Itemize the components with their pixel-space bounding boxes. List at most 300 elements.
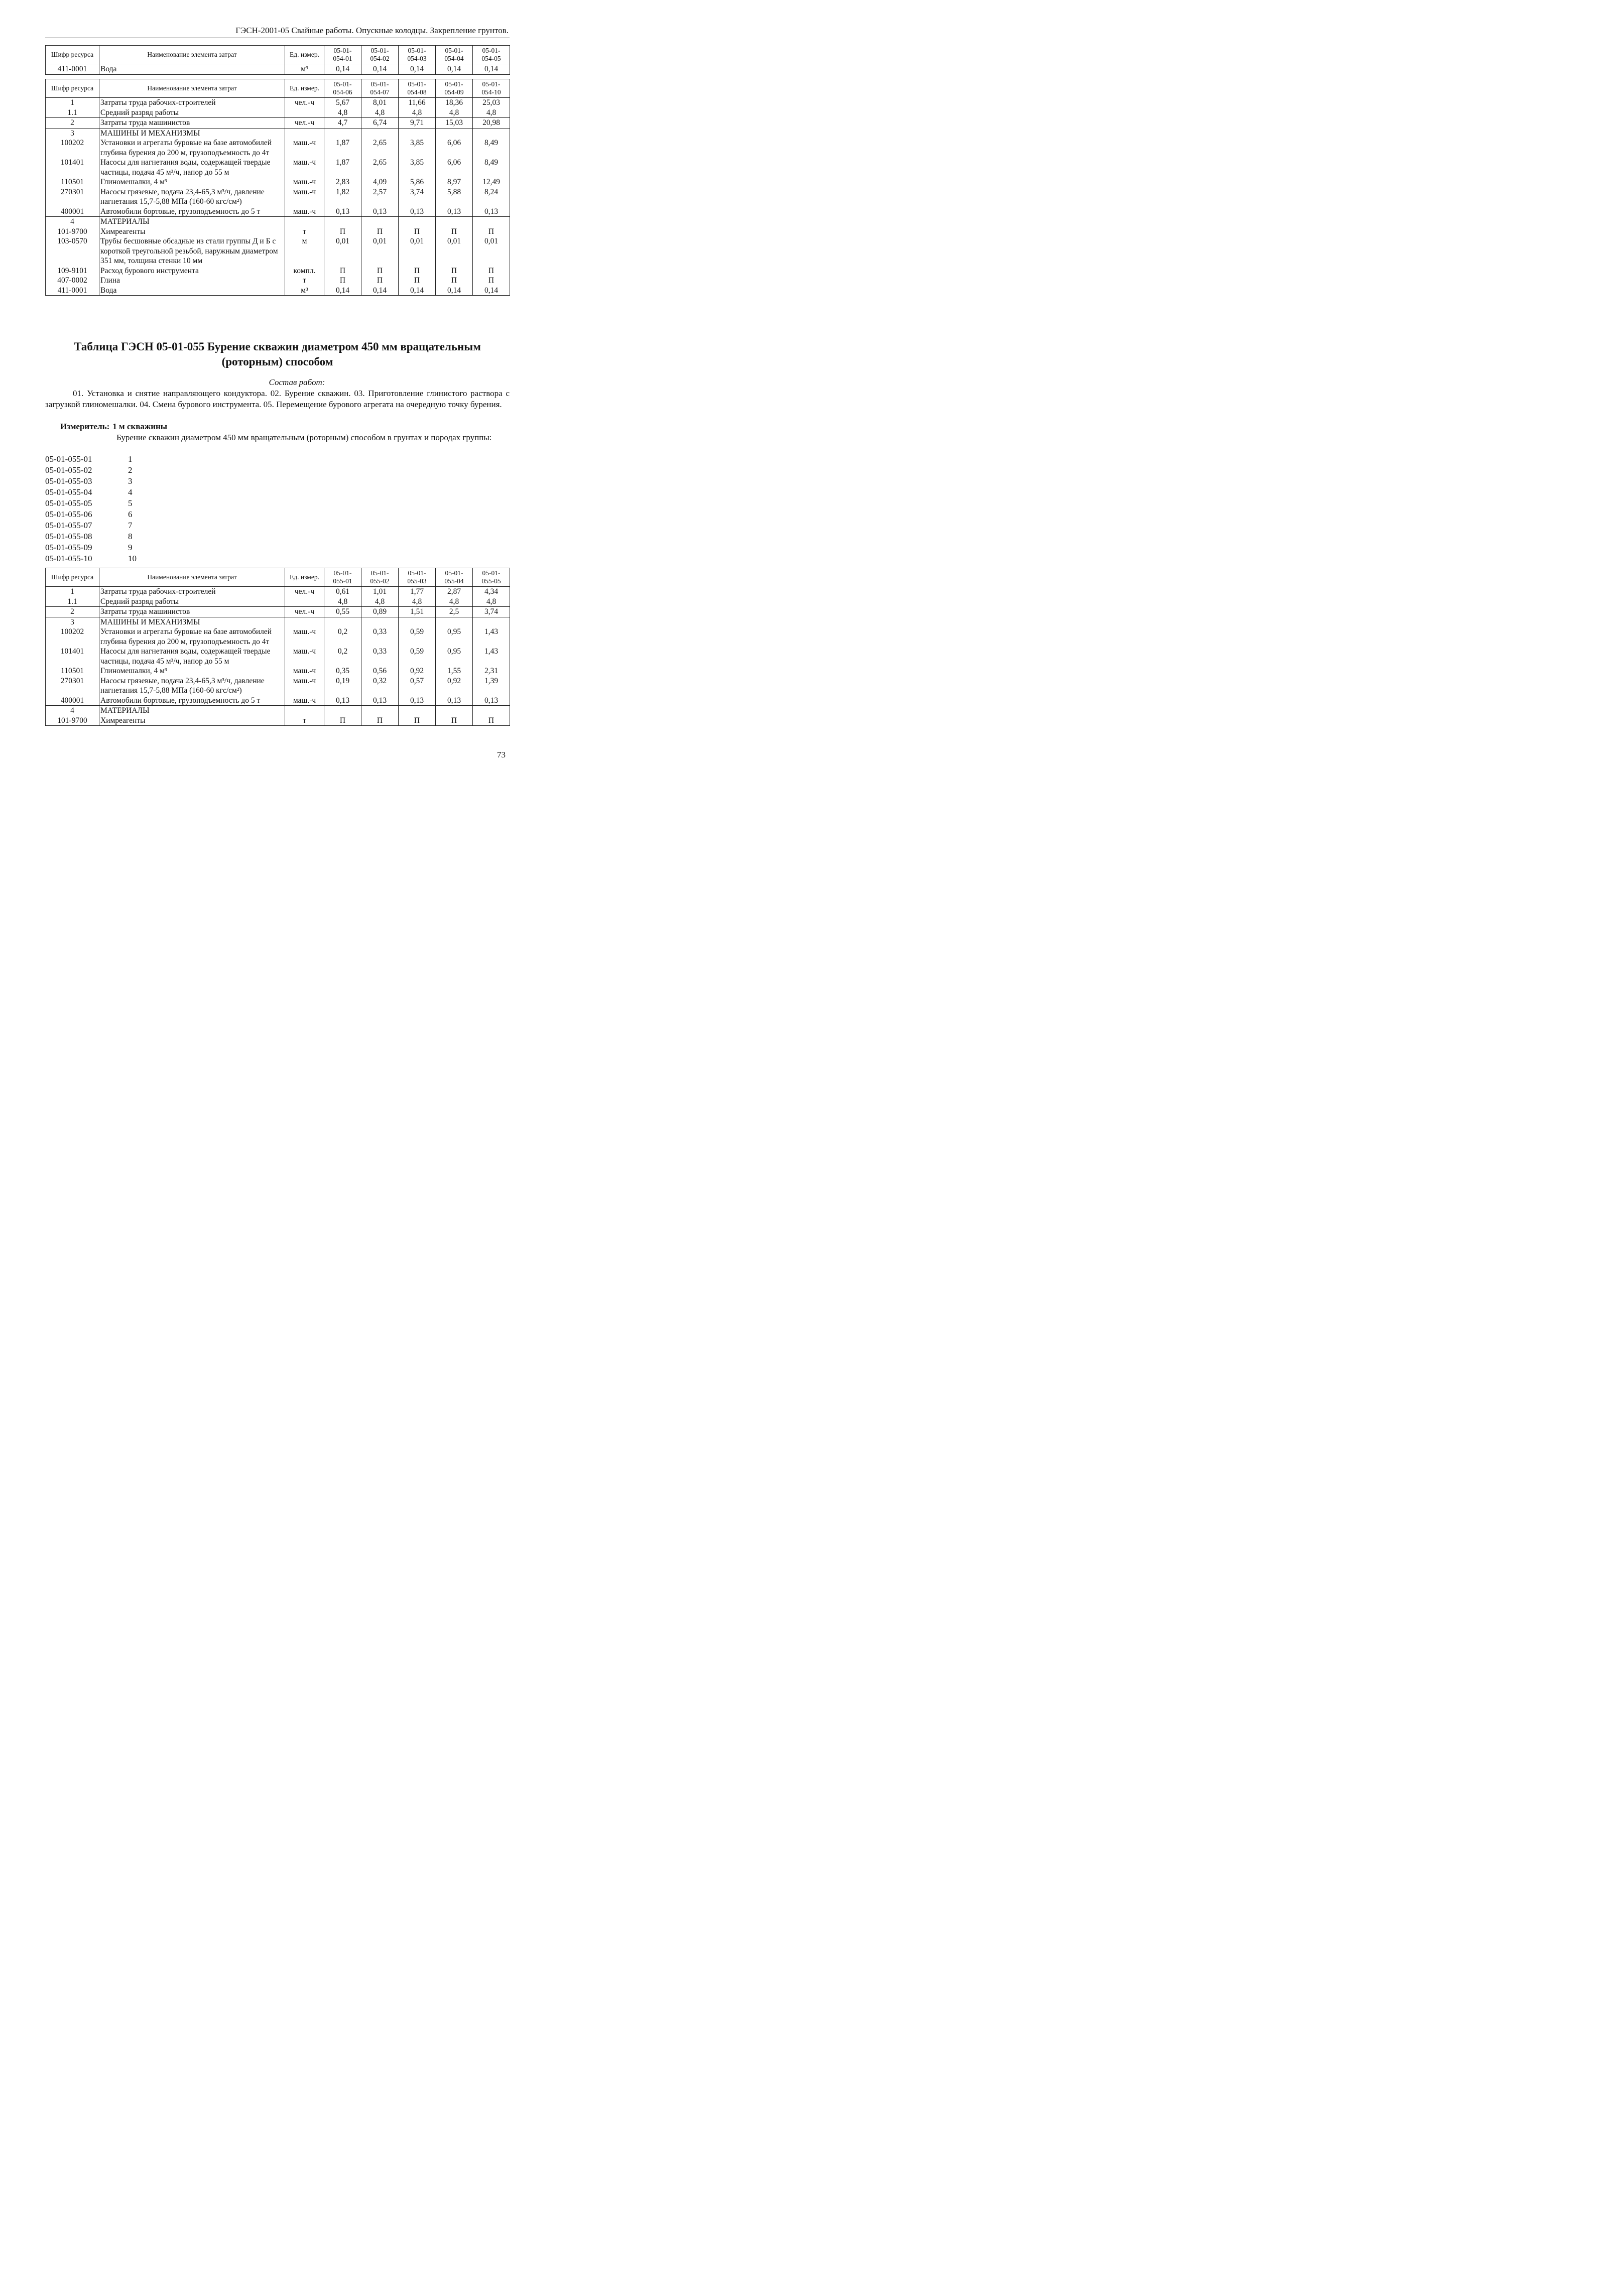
value-cell: 0,14	[324, 286, 361, 296]
value-cell: 20,98	[473, 118, 510, 129]
unit-cell	[285, 597, 324, 607]
value-cell: 5,86	[399, 177, 436, 187]
value-cell	[361, 128, 399, 138]
cost-item-name: Автомобили бортовые, грузоподъемность до 5 т	[99, 207, 285, 217]
cost-item-name: Затраты труда рабочих-строителей	[99, 98, 285, 108]
cost-item-name: Средний разряд работы	[99, 108, 285, 118]
value-cell: 0,14	[324, 64, 361, 75]
unit-cell	[285, 128, 324, 138]
soil-group: 8	[128, 532, 133, 541]
table-row	[46, 158, 510, 177]
value-cell	[436, 128, 473, 138]
code-list-item	[45, 465, 137, 476]
value-cell	[324, 706, 361, 716]
value-cell: П	[361, 276, 399, 286]
cost-item-name: Вода	[99, 286, 285, 296]
column-header: 05-01- 054-06	[324, 79, 361, 98]
column-header: 05-01- 054-02	[361, 46, 399, 64]
value-cell: 0,2	[324, 647, 361, 666]
resource-code: 2	[46, 118, 99, 129]
value-cell: 2,65	[361, 158, 399, 177]
soil-group: 1	[128, 454, 133, 464]
soil-group: 6	[128, 509, 133, 519]
value-cell: 0,13	[361, 207, 399, 217]
norm-code: 05-01-055-04	[45, 487, 92, 497]
table-row	[46, 177, 510, 187]
cost-item-name: Расход бурового инструмента	[99, 266, 285, 276]
value-cell: П	[361, 227, 399, 237]
cost-item-name: Трубы бесшовные обсадные из стали группы Д и Б с короткой треугольной резьбой, наружным диаметром 351 мм, толщина стенки 10 мм	[99, 236, 285, 266]
code-list-item	[45, 487, 137, 498]
composition-text: 01. Установка и снятие направляющего кондуктора. 02. Бурение скважин. 03. Приготовление глинистого раствора с загрузкой глиномешалки. 04. Смена бурового инструмента. 05. Перемещение бурового агрегата на очередную точку бурения.	[45, 389, 510, 409]
value-cell: 0,59	[399, 627, 436, 647]
meter-label: Измеритель:	[60, 422, 110, 431]
unit-cell: м³	[285, 64, 324, 75]
value-cell: П	[473, 276, 510, 286]
value-cell: 0,95	[436, 627, 473, 647]
norm-code: 05-01-055-07	[45, 521, 92, 530]
value-cell	[324, 128, 361, 138]
value-cell	[361, 217, 399, 227]
resource-code: 2	[46, 607, 99, 617]
cost-item-name: Насосы для нагнетания воды, содержащей твердые частицы, подача 45 м³/ч, напор до 55 м	[99, 158, 285, 177]
unit-cell: маш.-ч	[285, 187, 324, 207]
value-cell: 4,09	[361, 177, 399, 187]
value-cell: П	[324, 266, 361, 276]
work-description: Бурение скважин диаметром 450 мм вращательным (роторным) способом в грунтах и породах группы:	[116, 433, 492, 442]
value-cell: 1,55	[436, 666, 473, 676]
norm-code: 05-01-055-06	[45, 509, 92, 519]
cost-item-name: Химреагенты	[99, 716, 285, 726]
value-cell	[399, 217, 436, 227]
meter-value: 1 м скважины	[112, 422, 168, 431]
value-cell: 4,8	[324, 597, 361, 607]
unit-cell	[285, 217, 324, 227]
cost-item-name: Затраты труда машинистов	[99, 607, 285, 617]
column-header: 05-01- 054-09	[436, 79, 473, 98]
value-cell	[361, 617, 399, 627]
soil-group: 10	[128, 554, 137, 563]
value-cell: 1,87	[324, 158, 361, 177]
value-cell: 9,71	[399, 118, 436, 129]
column-header: Ед. измер.	[285, 79, 324, 98]
value-cell: 2,57	[361, 187, 399, 207]
value-cell: 0,14	[436, 64, 473, 75]
resource-table-054-06-10	[45, 79, 510, 296]
code-list-item	[45, 476, 137, 487]
table-row	[46, 607, 510, 617]
value-cell: 0,19	[324, 676, 361, 696]
value-cell: 0,13	[324, 207, 361, 217]
unit-cell: маш.-ч	[285, 177, 324, 187]
section-heading: МАШИНЫ И МЕХАНИЗМЫ	[99, 128, 285, 138]
table-row	[46, 128, 510, 138]
column-header: 05-01- 054-04	[436, 46, 473, 64]
cost-item-name: Вода	[99, 64, 285, 75]
column-header: 05-01- 054-07	[361, 79, 399, 98]
unit-cell: чел.-ч	[285, 98, 324, 108]
value-cell	[436, 706, 473, 716]
value-cell: 0,13	[399, 696, 436, 706]
running-header: ГЭСН-2001-05 Свайные работы. Опускные колодцы. Закрепление грунтов.	[45, 25, 510, 38]
resource-code: 100202	[46, 627, 99, 647]
value-cell	[324, 617, 361, 627]
value-cell: 0,14	[399, 286, 436, 296]
value-cell: 1,43	[473, 627, 510, 647]
table-row	[46, 138, 510, 158]
resource-code: 4	[46, 706, 99, 716]
unit-cell: маш.-ч	[285, 158, 324, 177]
value-cell: 4,8	[324, 108, 361, 118]
resource-code: 270301	[46, 187, 99, 207]
value-cell: 0,01	[361, 236, 399, 266]
cost-item-name: Средний разряд работы	[99, 597, 285, 607]
value-cell	[473, 617, 510, 627]
table-row	[46, 676, 510, 696]
value-cell: 0,13	[361, 696, 399, 706]
value-cell: 2,83	[324, 177, 361, 187]
resource-code: 1	[46, 587, 99, 597]
unit-cell: маш.-ч	[285, 138, 324, 158]
value-cell: 0,33	[361, 627, 399, 647]
cost-item-name: Установки и агрегаты буровые на базе автомобилей глубина бурения до 200 м, грузоподъемность до 4т	[99, 627, 285, 647]
soil-group: 5	[128, 498, 133, 508]
column-header: 05-01- 055-03	[399, 568, 436, 587]
value-cell: П	[436, 266, 473, 276]
cost-item-name: Автомобили бортовые, грузоподъемность до 5 т	[99, 696, 285, 706]
table-row	[46, 666, 510, 676]
table-row	[46, 118, 510, 129]
soil-group: 9	[128, 543, 133, 552]
unit-cell	[285, 706, 324, 716]
resource-code: 1.1	[46, 108, 99, 118]
resource-code: 101401	[46, 647, 99, 666]
value-cell: П	[399, 716, 436, 726]
norm-code: 05-01-055-01	[45, 454, 92, 464]
value-cell: 4,8	[399, 597, 436, 607]
unit-cell: маш.-ч	[285, 666, 324, 676]
page-number: 73	[497, 750, 506, 759]
value-cell	[361, 706, 399, 716]
column-header: Наименование элемента затрат	[99, 79, 285, 98]
value-cell: П	[324, 227, 361, 237]
table-row	[46, 266, 510, 276]
cost-item-name: Глина	[99, 276, 285, 286]
value-cell: П	[399, 227, 436, 237]
unit-cell: маш.-ч	[285, 676, 324, 696]
soil-group: 4	[128, 487, 133, 497]
resource-code: 4	[46, 217, 99, 227]
value-cell: 15,03	[436, 118, 473, 129]
unit-cell: т	[285, 716, 324, 726]
value-cell: 0,89	[361, 607, 399, 617]
value-cell: П	[324, 276, 361, 286]
resource-code: 411-0001	[46, 64, 99, 75]
value-cell: 4,8	[436, 597, 473, 607]
code-list-item	[45, 531, 137, 542]
norm-code: 05-01-055-08	[45, 532, 92, 541]
value-cell: П	[399, 276, 436, 286]
value-cell: 0,13	[399, 207, 436, 217]
unit-cell: маш.-ч	[285, 627, 324, 647]
value-cell: 0,13	[436, 696, 473, 706]
value-cell: 4,7	[324, 118, 361, 129]
column-header: 05-01- 054-10	[473, 79, 510, 98]
value-cell: 1,87	[324, 138, 361, 158]
cost-item-name: Насосы грязевые, подача 23,4-65,3 м³/ч, давление нагнетания 15,7-5,88 МПа (160-60 кгс/см²)	[99, 676, 285, 696]
resource-code: 411-0001	[46, 286, 99, 296]
unit-cell: т	[285, 276, 324, 286]
resource-code: 100202	[46, 138, 99, 158]
unit-cell: маш.-ч	[285, 696, 324, 706]
section-title: Таблица ГЭСН 05-01-055 Бурение скважин диаметром 450 мм вращательным (роторным) способом	[74, 340, 481, 368]
value-cell: 0,01	[473, 236, 510, 266]
value-cell	[324, 217, 361, 227]
value-cell: 0,01	[399, 236, 436, 266]
soil-group: 7	[128, 521, 133, 530]
column-header: Шифр ресурса	[46, 79, 99, 98]
value-cell	[436, 217, 473, 227]
column-header: 05-01- 055-02	[361, 568, 399, 587]
unit-cell	[285, 617, 324, 627]
value-cell: П	[361, 266, 399, 276]
value-cell: 4,8	[473, 597, 510, 607]
norm-code: 05-01-055-05	[45, 498, 92, 508]
value-cell: 2,5	[436, 607, 473, 617]
value-cell: 2,65	[361, 138, 399, 158]
value-cell	[436, 617, 473, 627]
value-cell: 1,43	[473, 647, 510, 666]
value-cell: 0,14	[473, 286, 510, 296]
code-list-item	[45, 454, 137, 465]
value-cell: 0,32	[361, 676, 399, 696]
value-cell: П	[399, 266, 436, 276]
value-cell	[473, 217, 510, 227]
value-cell: 0,56	[361, 666, 399, 676]
value-cell: 3,85	[399, 138, 436, 158]
value-cell: П	[473, 716, 510, 726]
resource-code: 1.1	[46, 597, 99, 607]
section-heading: МАТЕРИАЛЫ	[99, 706, 285, 716]
resource-code: 3	[46, 617, 99, 627]
value-cell: 0,35	[324, 666, 361, 676]
resource-table-054-01-05	[45, 45, 510, 75]
resource-code: 110501	[46, 177, 99, 187]
value-cell: 0,59	[399, 647, 436, 666]
unit-cell: м³	[285, 286, 324, 296]
code-list	[45, 454, 137, 564]
column-header: Шифр ресурса	[46, 46, 99, 64]
value-cell: 0,95	[436, 647, 473, 666]
value-cell: 5,67	[324, 98, 361, 108]
unit-cell: маш.-ч	[285, 207, 324, 217]
column-header: 05-01- 054-03	[399, 46, 436, 64]
column-header: Шифр ресурса	[46, 568, 99, 587]
value-cell	[399, 706, 436, 716]
value-cell: 4,8	[436, 108, 473, 118]
resource-code: 400001	[46, 207, 99, 217]
value-cell: 0,2	[324, 627, 361, 647]
value-cell: 8,97	[436, 177, 473, 187]
unit-cell: чел.-ч	[285, 118, 324, 129]
norm-code: 05-01-055-02	[45, 465, 92, 475]
value-cell: П	[436, 227, 473, 237]
value-cell: 11,66	[399, 98, 436, 108]
column-header: Наименование элемента затрат	[99, 568, 285, 587]
table-row	[46, 187, 510, 207]
value-cell: 0,61	[324, 587, 361, 597]
value-cell: 0,14	[361, 64, 399, 75]
column-header: 05-01- 055-05	[473, 568, 510, 587]
value-cell: 25,03	[473, 98, 510, 108]
section-heading: МАТЕРИАЛЫ	[99, 217, 285, 227]
value-cell: 0,92	[399, 666, 436, 676]
value-cell: 4,8	[473, 108, 510, 118]
value-cell: 2,87	[436, 587, 473, 597]
value-cell: 1,39	[473, 676, 510, 696]
value-cell: 5,88	[436, 187, 473, 207]
table-row	[46, 617, 510, 627]
value-cell: 0,14	[473, 64, 510, 75]
table-row	[46, 227, 510, 237]
value-cell: 4,8	[399, 108, 436, 118]
value-cell: 8,49	[473, 158, 510, 177]
value-cell: 1,82	[324, 187, 361, 207]
value-cell: 0,13	[473, 696, 510, 706]
unit-cell: т	[285, 227, 324, 237]
value-cell: 0,33	[361, 647, 399, 666]
value-cell: 0,14	[399, 64, 436, 75]
cost-item-name: Затраты труда машинистов	[99, 118, 285, 129]
column-header: 05-01- 054-08	[399, 79, 436, 98]
table-row	[46, 276, 510, 286]
value-cell: 0,92	[436, 676, 473, 696]
resource-code: 1	[46, 98, 99, 108]
value-cell	[399, 128, 436, 138]
table-row	[46, 647, 510, 666]
column-header: 05-01- 055-04	[436, 568, 473, 587]
table-row	[46, 64, 510, 75]
value-cell: П	[473, 227, 510, 237]
value-cell: 3,85	[399, 158, 436, 177]
unit-cell: м	[285, 236, 324, 266]
norm-code: 05-01-055-09	[45, 543, 92, 552]
cost-item-name: Глиномешалки, 4 м³	[99, 177, 285, 187]
resource-code: 109-9101	[46, 266, 99, 276]
unit-cell: чел.-ч	[285, 607, 324, 617]
resource-code: 110501	[46, 666, 99, 676]
value-cell: П	[436, 276, 473, 286]
value-cell: 0,14	[436, 286, 473, 296]
unit-cell: компл.	[285, 266, 324, 276]
table-row	[46, 696, 510, 706]
value-cell: 6,06	[436, 138, 473, 158]
value-cell: 0,13	[324, 696, 361, 706]
value-cell: 2,31	[473, 666, 510, 676]
value-cell: 0,57	[399, 676, 436, 696]
value-cell: 12,49	[473, 177, 510, 187]
column-header: 05-01- 054-05	[473, 46, 510, 64]
value-cell: 3,74	[473, 607, 510, 617]
resource-code: 101-9700	[46, 227, 99, 237]
code-list-item	[45, 542, 137, 553]
value-cell: 18,36	[436, 98, 473, 108]
value-cell: 0,55	[324, 607, 361, 617]
section-heading: МАШИНЫ И МЕХАНИЗМЫ	[99, 617, 285, 627]
unit-cell: маш.-ч	[285, 647, 324, 666]
soil-group: 3	[128, 476, 133, 486]
cost-item-name: Насосы грязевые, подача 23,4-65,3 м³/ч, давление нагнетания 15,7-5,88 МПа (160-60 кгс/см²)	[99, 187, 285, 207]
table-row	[46, 108, 510, 118]
value-cell: П	[361, 716, 399, 726]
resource-code: 407-0002	[46, 276, 99, 286]
value-cell: 1,77	[399, 587, 436, 597]
table-row	[46, 706, 510, 716]
column-header: Ед. измер.	[285, 46, 324, 64]
value-cell: 1,01	[361, 587, 399, 597]
column-header: 05-01- 054-01	[324, 46, 361, 64]
cost-item-name: Затраты труда рабочих-строителей	[99, 587, 285, 597]
norm-code: 05-01-055-03	[45, 476, 92, 486]
resource-code: 103-0570	[46, 236, 99, 266]
value-cell	[399, 617, 436, 627]
table-row	[46, 236, 510, 266]
table-row	[46, 587, 510, 597]
table-row	[46, 597, 510, 607]
value-cell: 0,01	[436, 236, 473, 266]
table-row	[46, 716, 510, 726]
table-row	[46, 207, 510, 217]
table-row	[46, 627, 510, 647]
value-cell: П	[436, 716, 473, 726]
value-cell: 0,13	[473, 207, 510, 217]
resource-code: 101401	[46, 158, 99, 177]
cost-item-name: Установки и агрегаты буровые на базе автомобилей глубина бурения до 200 м, грузоподъемность до 4т	[99, 138, 285, 158]
value-cell: 4,8	[361, 597, 399, 607]
cost-item-name: Насосы для нагнетания воды, содержащей твердые частицы, подача 45 м³/ч, напор до 55 м	[99, 647, 285, 666]
value-cell: 0,14	[361, 286, 399, 296]
unit-cell	[285, 108, 324, 118]
column-header: 05-01- 055-01	[324, 568, 361, 587]
resource-code: 3	[46, 128, 99, 138]
table-row	[46, 217, 510, 227]
value-cell: 0,13	[436, 207, 473, 217]
value-cell	[473, 706, 510, 716]
cost-item-name: Химреагенты	[99, 227, 285, 237]
value-cell: 8,01	[361, 98, 399, 108]
value-cell: 4,8	[361, 108, 399, 118]
value-cell: 1,51	[399, 607, 436, 617]
value-cell: П	[473, 266, 510, 276]
composition-heading: Состав работ:	[269, 377, 325, 387]
value-cell: П	[324, 716, 361, 726]
column-header: Ед. измер.	[285, 568, 324, 587]
table-row	[46, 286, 510, 296]
value-cell: 4,34	[473, 587, 510, 597]
value-cell: 6,06	[436, 158, 473, 177]
resource-code: 400001	[46, 696, 99, 706]
resource-code: 270301	[46, 676, 99, 696]
meter	[60, 422, 167, 432]
code-list-item	[45, 520, 137, 531]
value-cell: 8,49	[473, 138, 510, 158]
norm-code: 05-01-055-10	[45, 554, 92, 563]
value-cell: 0,01	[324, 236, 361, 266]
table-row	[46, 98, 510, 108]
cost-item-name: Глиномешалки, 4 м³	[99, 666, 285, 676]
value-cell	[473, 128, 510, 138]
code-list-item	[45, 498, 137, 509]
